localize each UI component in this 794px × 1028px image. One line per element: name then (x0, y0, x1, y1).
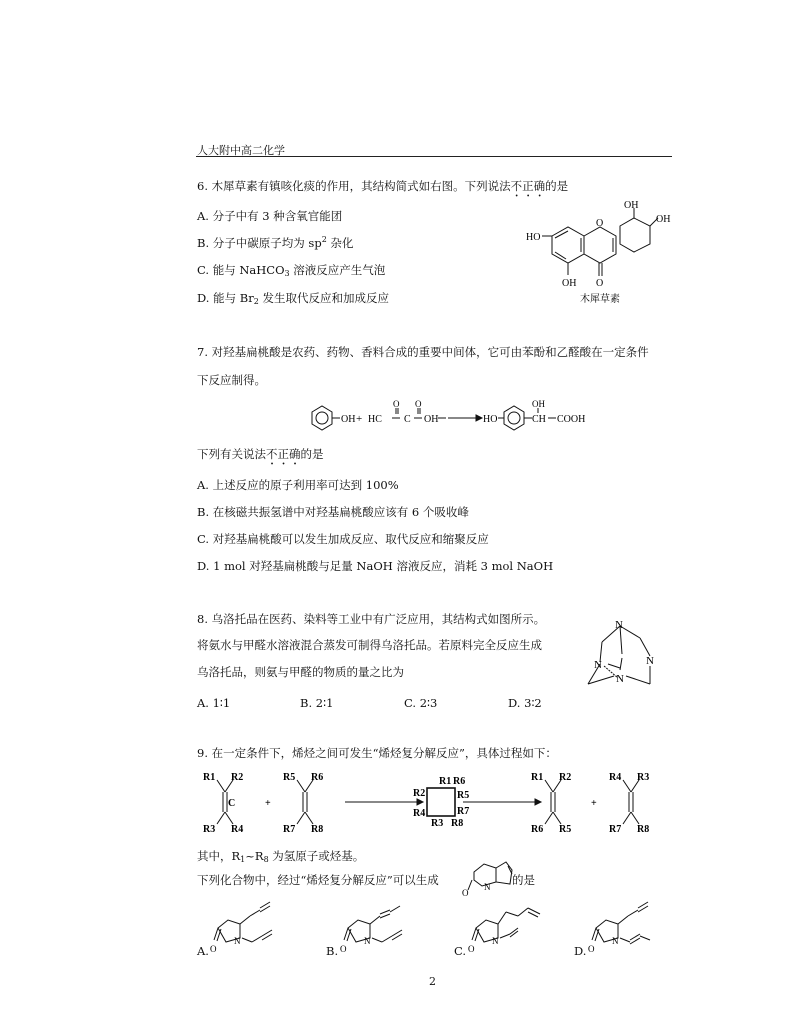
cb-r3: R3 (431, 818, 444, 829)
q8-option-c: C. 2∶3 (404, 696, 438, 710)
q9-option-b: B. (326, 944, 339, 958)
product-ch: CH (532, 414, 546, 425)
target-bicyclic-structure (458, 852, 514, 898)
option-c-o: O (468, 944, 475, 954)
cb-r7: R7 (457, 806, 470, 817)
q9-option-a: A. (197, 944, 209, 958)
p1-r5: R5 (559, 824, 572, 834)
r2-label: R2 (231, 772, 244, 783)
header-title: 人大附中高二化学 (197, 144, 285, 157)
luteolin-caption: 木犀草素 (580, 294, 620, 305)
nitrogen-top: N (615, 619, 623, 631)
plus-sign: + (356, 413, 363, 425)
aldehyde-o: O (393, 399, 400, 409)
r3-label: R3 (203, 824, 216, 834)
cb-r6: R6 (453, 776, 466, 787)
target-n: N (484, 882, 491, 892)
q9-ask: 下列化合物中，经过“烯烃复分解反应”可以生成 (197, 873, 439, 887)
option-b-n: N (364, 936, 371, 946)
r6-label: R6 (311, 772, 324, 783)
page-number: 2 (429, 975, 436, 988)
q7-option-b: B. 在核磁共振氢谱中对羟基扁桃酸应该有 6 个吸收峰 (197, 505, 469, 519)
c-label: C (404, 414, 411, 425)
q6-stem (197, 178, 568, 200)
r7-label: R7 (283, 824, 296, 834)
r4-label: R4 (231, 824, 244, 834)
ho-left-label: HO (526, 232, 541, 243)
product-ho: HO (483, 414, 498, 425)
q6-option-b: B. 分子中碳原子均为 $sp^2$ 杂化 (197, 235, 354, 250)
q9-stem: 9. 在一定条件下，烯烃之间可发生“烯烃复分解反应”，具体过程如下： (197, 746, 557, 760)
q9-option-d-structure (584, 900, 668, 956)
option-d-n: N (612, 936, 619, 946)
q6-stem-end: 的是 (545, 179, 569, 193)
r1-label: R1 (203, 772, 216, 783)
q9-option-c: C. (454, 944, 467, 958)
q6-option-d: D. 能与 $Br_2$ 发生取代反应和加成反应 (197, 291, 389, 306)
cb-r1: R1 (439, 776, 452, 787)
option-a-n: N (234, 936, 241, 946)
q9-note: 其中，$R_1\sim R_8$ 为氢原子或烃基。 (197, 849, 365, 864)
p2-r4: R4 (609, 772, 622, 783)
olefin-metathesis-scheme (195, 768, 675, 834)
nitrogen-bottom: N (616, 673, 624, 685)
option-c-n: N (492, 936, 499, 946)
r5-label: R5 (283, 772, 296, 783)
p2-r8: R8 (637, 824, 650, 834)
oh-bottom-label: OH (562, 278, 577, 289)
cb-r2: R2 (413, 788, 426, 799)
q9-ask-end: 的是 (512, 873, 535, 887)
carbonyl-oxygen-label: O (596, 278, 604, 289)
target-o: O (462, 888, 469, 898)
cb-r4: R4 (413, 808, 426, 819)
q6-option-c: C. 能与 NaHCO$_3$ 溶液反应产生气泡 (197, 263, 386, 278)
q7-option-a: A. 上述反应的原子利用率可达到 100% (197, 478, 399, 492)
option-d-o: O (588, 944, 595, 954)
q7-option-d: D. 1 mol 对羟基扁桃酸与足量 NaOH 溶液反应，消耗 3 mol NaOH (197, 559, 554, 573)
phenol-oh: OH (341, 414, 356, 425)
q8-option-d: D. 3∶2 (508, 696, 542, 710)
luteolin-structure (520, 196, 680, 312)
product-cooh: COOH (557, 414, 586, 425)
p2-r7: R7 (609, 824, 622, 834)
cb-r5: R5 (457, 790, 470, 801)
q6-stem-text: 6. 木犀草素有镇咳化痰的作用，其结构简式如右图。下列说法 (197, 179, 511, 193)
q9-option-d: D. (574, 944, 587, 958)
p1-r1: R1 (531, 772, 544, 783)
q9-option-b-structure (336, 900, 416, 956)
product-oh: OH (532, 399, 545, 409)
p2-r3: R3 (637, 772, 650, 783)
r8-label: R8 (311, 824, 324, 834)
p1-r6: R6 (531, 824, 544, 834)
nitrogen-right: N (646, 655, 654, 667)
q7-stem-line1: 7. 对羟基扁桃酸是农药、药物、香料合成的重要中间体，它可由苯酚和乙醛酸在一定条件 (197, 345, 649, 359)
nitrogen-left: N (594, 659, 602, 671)
q7-option-c: C. 对羟基扁桃酸可以发生加成反应、取代反应和缩聚反应 (197, 532, 489, 546)
q8-line3: 乌洛托品，则氨与甲醛的物质的量之比为 (197, 665, 404, 679)
q7-stem-line2: 下反应制得。 (197, 373, 266, 387)
cb-r8: R8 (451, 818, 464, 829)
q7-reaction-equation (300, 398, 590, 438)
p1-r2: R2 (559, 772, 572, 783)
acid-oh: OH (424, 414, 439, 425)
q9-option-c-structure (464, 900, 548, 956)
q8-option-b: B. 2∶1 (300, 696, 334, 710)
q9-option-a-structure (206, 900, 286, 956)
q6-option-a: A. 分子中有 3 种含氧官能团 (197, 209, 343, 223)
q8-line1: 8. 乌洛托品在医药、染料等工业中有广泛应用，其结构式如图所示。 (197, 612, 546, 626)
acid-o: O (415, 399, 422, 409)
hc-label: HC (368, 414, 382, 425)
q6-stem-emphasis: 不正确 (510, 179, 546, 193)
q8-line2: 将氨水与甲醛水溶液混合蒸发可制得乌洛托品。若原料完全反应生成 (197, 638, 542, 652)
c-label: C (228, 798, 236, 809)
header-rule (196, 156, 672, 157)
oh-top-label: OH (624, 200, 639, 211)
option-b-o: O (340, 944, 347, 954)
q7-stem2: 下列有关说法不正确的是 (197, 447, 324, 461)
plus-sign-2: + (591, 798, 597, 809)
q8-option-a: A. 1∶1 (197, 696, 231, 710)
oh-right-label: OH (656, 214, 671, 225)
ring-oxygen-label: O (596, 218, 604, 229)
hexamine-structure (580, 606, 680, 694)
plus-sign-1: + (265, 798, 271, 809)
option-a-o: O (210, 944, 217, 954)
